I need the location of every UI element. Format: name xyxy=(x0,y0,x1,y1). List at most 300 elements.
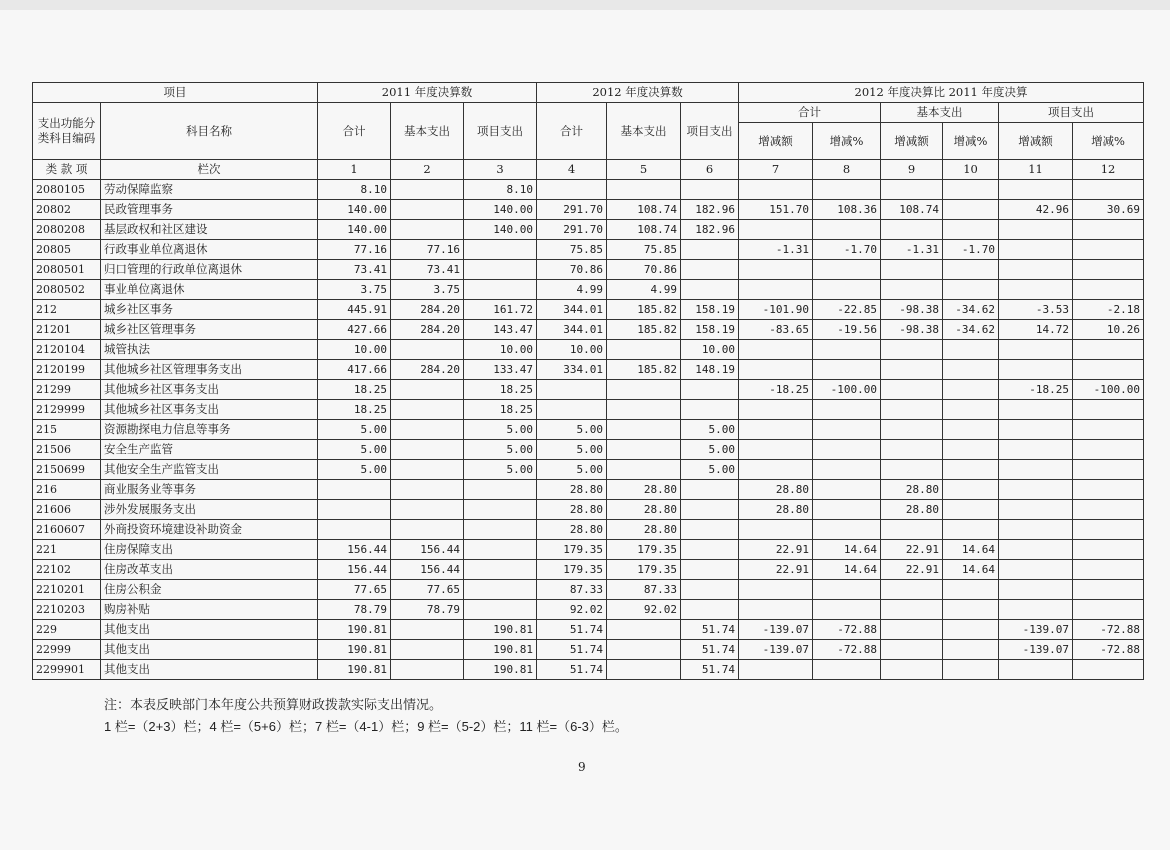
row-value: 284.20 xyxy=(391,360,464,380)
row-value: -83.65 xyxy=(739,320,813,340)
table-row xyxy=(33,200,1144,220)
row-value xyxy=(1073,540,1144,560)
header-row-2 xyxy=(33,103,1144,123)
row-value: 161.72 xyxy=(464,300,537,320)
row-name: 民政管理事务 xyxy=(101,200,318,220)
table-note: 注：本表反映部门本年度公共预算财政拨款实际支出情况。 xyxy=(104,698,443,713)
row-value xyxy=(999,480,1073,500)
column-number: 8 xyxy=(813,160,881,180)
row-value xyxy=(881,580,943,600)
column-number: 9 xyxy=(881,160,943,180)
row-value xyxy=(813,480,881,500)
row-value xyxy=(943,420,999,440)
row-value: -19.56 xyxy=(813,320,881,340)
row-value xyxy=(943,520,999,540)
row-value: 78.79 xyxy=(391,600,464,620)
row-value: 8.10 xyxy=(464,180,537,200)
row-value: 190.81 xyxy=(318,660,391,680)
row-value xyxy=(318,500,391,520)
row-value xyxy=(999,240,1073,260)
row-value: 151.70 xyxy=(739,200,813,220)
row-value xyxy=(681,400,739,420)
row-value xyxy=(607,420,681,440)
row-name: 涉外发展服务支出 xyxy=(101,500,318,520)
row-code: 216 xyxy=(33,480,101,500)
row-value xyxy=(943,340,999,360)
header-inc-amount: 增减额 xyxy=(881,123,943,160)
table-row xyxy=(33,300,1144,320)
row-value xyxy=(881,360,943,380)
header-sub-project: 项目支出 xyxy=(999,103,1144,123)
row-name: 城管执法 xyxy=(101,340,318,360)
column-number: 11 xyxy=(999,160,1073,180)
row-value: 182.96 xyxy=(681,200,739,220)
row-value xyxy=(999,180,1073,200)
header-project: 项目 xyxy=(33,83,318,103)
row-value xyxy=(391,380,464,400)
row-value: 108.74 xyxy=(607,220,681,240)
row-value xyxy=(681,380,739,400)
header-total-2012: 合计 xyxy=(537,103,607,160)
row-code: 22999 xyxy=(33,640,101,660)
row-value: 87.33 xyxy=(607,580,681,600)
row-name: 住房公积金 xyxy=(101,580,318,600)
row-code: 2210203 xyxy=(33,600,101,620)
table-row xyxy=(33,620,1144,640)
row-value xyxy=(881,620,943,640)
row-value: 22.91 xyxy=(739,540,813,560)
row-value xyxy=(681,480,739,500)
row-value xyxy=(464,540,537,560)
row-value: 190.81 xyxy=(318,640,391,660)
row-code: 212 xyxy=(33,300,101,320)
row-value: -1.31 xyxy=(881,240,943,260)
row-name: 购房补贴 xyxy=(101,600,318,620)
row-value xyxy=(739,400,813,420)
row-value xyxy=(537,400,607,420)
row-value: 28.80 xyxy=(739,500,813,520)
row-value xyxy=(999,460,1073,480)
row-value: 14.72 xyxy=(999,320,1073,340)
row-value: -22.85 xyxy=(813,300,881,320)
row-value: 10.00 xyxy=(537,340,607,360)
row-value xyxy=(681,280,739,300)
row-value xyxy=(943,380,999,400)
row-value: 140.00 xyxy=(318,200,391,220)
row-value xyxy=(999,280,1073,300)
row-value xyxy=(999,220,1073,240)
row-value xyxy=(943,360,999,380)
row-value: -3.53 xyxy=(999,300,1073,320)
row-value: 22.91 xyxy=(739,560,813,580)
row-value: 14.64 xyxy=(813,540,881,560)
row-value: -34.62 xyxy=(943,320,999,340)
row-value: 108.74 xyxy=(607,200,681,220)
row-value xyxy=(943,220,999,240)
row-value: 5.00 xyxy=(318,460,391,480)
row-value xyxy=(681,240,739,260)
row-name: 事业单位离退休 xyxy=(101,280,318,300)
row-value xyxy=(943,480,999,500)
table-formula-note: 1 栏=（2+3）栏；4 栏=（5+6）栏；7 栏=（4-1）栏；9 栏=（5-2）栏；11 栏=（6-3）栏。 xyxy=(104,719,628,734)
row-value: 92.02 xyxy=(607,600,681,620)
row-name: 其他城乡社区事务支出 xyxy=(101,400,318,420)
row-value: 108.36 xyxy=(813,200,881,220)
row-value xyxy=(739,520,813,540)
row-value: 190.81 xyxy=(464,660,537,680)
row-value xyxy=(391,340,464,360)
row-value xyxy=(999,400,1073,420)
table-row xyxy=(33,540,1144,560)
row-value xyxy=(943,440,999,460)
row-value xyxy=(943,200,999,220)
row-value: 3.75 xyxy=(391,280,464,300)
row-value: 5.00 xyxy=(537,460,607,480)
row-value xyxy=(464,580,537,600)
row-value xyxy=(881,460,943,480)
header-sub-basic: 基本支出 xyxy=(881,103,999,123)
table-row xyxy=(33,600,1144,620)
row-name: 商业服务业等事务 xyxy=(101,480,318,500)
row-value: 334.01 xyxy=(537,360,607,380)
row-value: 18.25 xyxy=(318,400,391,420)
row-value: 417.66 xyxy=(318,360,391,380)
row-name: 安全生产监管 xyxy=(101,440,318,460)
row-value xyxy=(1073,440,1144,460)
row-value: 18.25 xyxy=(464,400,537,420)
row-value: 92.02 xyxy=(537,600,607,620)
table-row xyxy=(33,460,1144,480)
top-band xyxy=(0,0,1170,10)
row-value xyxy=(881,340,943,360)
row-value: -139.07 xyxy=(999,640,1073,660)
row-value: 5.00 xyxy=(537,420,607,440)
row-value xyxy=(813,220,881,240)
header-basic-2012: 基本支出 xyxy=(607,103,681,160)
row-value xyxy=(391,400,464,420)
row-value xyxy=(943,600,999,620)
row-code: 20802 xyxy=(33,200,101,220)
row-code: 21299 xyxy=(33,380,101,400)
row-value: 5.00 xyxy=(681,460,739,480)
row-code: 2080502 xyxy=(33,280,101,300)
column-number: 3 xyxy=(464,160,537,180)
column-number: 7 xyxy=(739,160,813,180)
row-value xyxy=(607,340,681,360)
row-value xyxy=(607,460,681,480)
table-row xyxy=(33,260,1144,280)
row-value: 284.20 xyxy=(391,300,464,320)
header-row-1 xyxy=(33,83,1144,103)
row-value xyxy=(318,520,391,540)
row-value: 5.00 xyxy=(681,440,739,460)
row-value: -72.88 xyxy=(1073,640,1144,660)
row-value xyxy=(464,520,537,540)
row-value: -1.70 xyxy=(813,240,881,260)
row-code: 21606 xyxy=(33,500,101,520)
row-value xyxy=(681,180,739,200)
row-value: 291.70 xyxy=(537,220,607,240)
row-value xyxy=(391,500,464,520)
row-value: 10.00 xyxy=(464,340,537,360)
row-code: 221 xyxy=(33,540,101,560)
row-value xyxy=(999,580,1073,600)
row-value xyxy=(607,400,681,420)
row-value: 78.79 xyxy=(318,600,391,620)
row-value: -100.00 xyxy=(813,380,881,400)
row-value: 344.01 xyxy=(537,320,607,340)
row-value: 51.74 xyxy=(681,660,739,680)
row-value xyxy=(943,660,999,680)
row-value xyxy=(1073,520,1144,540)
row-value: 5.00 xyxy=(464,440,537,460)
row-value xyxy=(739,360,813,380)
row-value: 70.86 xyxy=(607,260,681,280)
row-value xyxy=(739,260,813,280)
row-code: 2299901 xyxy=(33,660,101,680)
row-value xyxy=(1073,500,1144,520)
row-value: 5.00 xyxy=(681,420,739,440)
row-value: 51.74 xyxy=(537,640,607,660)
row-value xyxy=(813,660,881,680)
row-value: 344.01 xyxy=(537,300,607,320)
row-value: 3.75 xyxy=(318,280,391,300)
row-value: 5.00 xyxy=(318,420,391,440)
row-value xyxy=(999,560,1073,580)
row-value xyxy=(681,260,739,280)
row-name: 其他安全生产监管支出 xyxy=(101,460,318,480)
table-row xyxy=(33,640,1144,660)
row-value xyxy=(739,460,813,480)
row-value xyxy=(881,220,943,240)
row-value xyxy=(999,520,1073,540)
row-value xyxy=(881,640,943,660)
row-code: 2080208 xyxy=(33,220,101,240)
row-value xyxy=(813,500,881,520)
row-value xyxy=(391,420,464,440)
row-name: 劳动保障监察 xyxy=(101,180,318,200)
header-inc-pct: 增减% xyxy=(943,123,999,160)
row-value xyxy=(1073,360,1144,380)
row-value xyxy=(681,500,739,520)
header-subject-name: 科目名称 xyxy=(101,103,318,160)
row-name: 其他支出 xyxy=(101,640,318,660)
row-value xyxy=(999,660,1073,680)
row-value: 4.99 xyxy=(607,280,681,300)
header-2012: 2012 年度决算数 xyxy=(537,83,739,103)
row-value xyxy=(999,260,1073,280)
table-row xyxy=(33,660,1144,680)
row-value: 30.69 xyxy=(1073,200,1144,220)
table-row xyxy=(33,240,1144,260)
row-value xyxy=(607,620,681,640)
row-value: 10.00 xyxy=(318,340,391,360)
row-value: 8.10 xyxy=(318,180,391,200)
header-inc-amount: 增减额 xyxy=(739,123,813,160)
row-name: 城乡社区管理事务 xyxy=(101,320,318,340)
header-inc-pct: 增减% xyxy=(813,123,881,160)
row-code: 2160607 xyxy=(33,520,101,540)
row-value: 28.80 xyxy=(607,480,681,500)
column-number: 10 xyxy=(943,160,999,180)
row-value: 4.99 xyxy=(537,280,607,300)
row-value: 22.91 xyxy=(881,560,943,580)
row-value: -1.31 xyxy=(739,240,813,260)
row-value xyxy=(681,560,739,580)
row-value: 427.66 xyxy=(318,320,391,340)
row-value xyxy=(1073,560,1144,580)
row-name: 资源勘探电力信息等事务 xyxy=(101,420,318,440)
row-value xyxy=(881,520,943,540)
row-value: 5.00 xyxy=(318,440,391,460)
row-value xyxy=(999,420,1073,440)
row-name: 基层政权和社区建设 xyxy=(101,220,318,240)
row-value: 140.00 xyxy=(464,200,537,220)
row-value: 5.00 xyxy=(464,420,537,440)
row-value xyxy=(881,400,943,420)
row-value: -72.88 xyxy=(1073,620,1144,640)
row-value: 179.35 xyxy=(607,560,681,580)
table-row xyxy=(33,520,1144,540)
row-code: 22102 xyxy=(33,560,101,580)
row-value: 140.00 xyxy=(318,220,391,240)
header-compare: 2012 年度决算比 2011 年度决算 xyxy=(739,83,1144,103)
row-value xyxy=(943,500,999,520)
row-code: 2120104 xyxy=(33,340,101,360)
row-value xyxy=(881,600,943,620)
row-value: 18.25 xyxy=(464,380,537,400)
row-value xyxy=(881,420,943,440)
row-value xyxy=(813,280,881,300)
row-code: 20805 xyxy=(33,240,101,260)
row-value: 14.64 xyxy=(943,560,999,580)
row-value xyxy=(943,460,999,480)
row-value: 185.82 xyxy=(607,320,681,340)
row-value: 73.41 xyxy=(391,260,464,280)
row-value xyxy=(813,600,881,620)
row-value xyxy=(739,600,813,620)
row-value xyxy=(739,660,813,680)
row-value: 179.35 xyxy=(537,540,607,560)
row-value: -18.25 xyxy=(999,380,1073,400)
row-value xyxy=(1073,580,1144,600)
row-value: 5.00 xyxy=(464,460,537,480)
row-value: 77.65 xyxy=(318,580,391,600)
row-value xyxy=(739,220,813,240)
row-value xyxy=(1073,340,1144,360)
header-2011: 2011 年度决算数 xyxy=(318,83,537,103)
row-value xyxy=(607,640,681,660)
row-value xyxy=(813,440,881,460)
row-value: 445.91 xyxy=(318,300,391,320)
row-value: 51.74 xyxy=(537,660,607,680)
header-project-2012: 项目支出 xyxy=(681,103,739,160)
row-value xyxy=(464,560,537,580)
row-code: 2210201 xyxy=(33,580,101,600)
row-value: 156.44 xyxy=(391,560,464,580)
row-value: 156.44 xyxy=(318,560,391,580)
header-class-item: 类 款 项 xyxy=(33,160,101,180)
table-row xyxy=(33,280,1144,300)
row-value xyxy=(813,400,881,420)
row-value xyxy=(943,180,999,200)
row-value xyxy=(999,440,1073,460)
row-value xyxy=(1073,660,1144,680)
row-value xyxy=(813,580,881,600)
row-value xyxy=(607,440,681,460)
row-name: 归口管理的行政单位离退休 xyxy=(101,260,318,280)
row-value xyxy=(391,520,464,540)
budget-table xyxy=(32,82,1144,680)
row-value: 75.85 xyxy=(537,240,607,260)
row-value: 18.25 xyxy=(318,380,391,400)
row-value xyxy=(881,380,943,400)
row-value xyxy=(464,240,537,260)
column-number: 6 xyxy=(681,160,739,180)
row-value xyxy=(739,420,813,440)
row-value xyxy=(813,260,881,280)
row-value: 284.20 xyxy=(391,320,464,340)
row-value xyxy=(1073,600,1144,620)
row-value: 28.80 xyxy=(607,500,681,520)
row-value: 182.96 xyxy=(681,220,739,240)
row-value xyxy=(943,620,999,640)
row-value: 70.86 xyxy=(537,260,607,280)
row-value: 75.85 xyxy=(607,240,681,260)
header-row-columns xyxy=(33,160,1144,180)
table-row xyxy=(33,440,1144,460)
row-name: 其他城乡社区事务支出 xyxy=(101,380,318,400)
row-value: 190.81 xyxy=(464,640,537,660)
row-value xyxy=(1073,280,1144,300)
row-value xyxy=(1073,460,1144,480)
row-name: 住房改革支出 xyxy=(101,560,318,580)
header-sub-total: 合计 xyxy=(739,103,881,123)
row-value: 14.64 xyxy=(813,560,881,580)
row-value: 28.80 xyxy=(881,500,943,520)
row-value xyxy=(681,580,739,600)
row-value xyxy=(391,460,464,480)
row-value xyxy=(999,600,1073,620)
row-value xyxy=(391,480,464,500)
row-value: 148.19 xyxy=(681,360,739,380)
row-value: -72.88 xyxy=(813,640,881,660)
row-value xyxy=(537,180,607,200)
row-value xyxy=(391,200,464,220)
row-value xyxy=(607,380,681,400)
row-value: 158.19 xyxy=(681,320,739,340)
row-value: 51.74 xyxy=(537,620,607,640)
row-value xyxy=(943,580,999,600)
header-project-2011: 项目支出 xyxy=(464,103,537,160)
row-value xyxy=(881,440,943,460)
row-value xyxy=(881,280,943,300)
header-inc-amount: 增减额 xyxy=(999,123,1073,160)
row-value xyxy=(607,660,681,680)
row-value xyxy=(464,600,537,620)
row-value xyxy=(464,480,537,500)
row-value xyxy=(999,540,1073,560)
row-value: 14.64 xyxy=(943,540,999,560)
row-name: 其他城乡社区管理事务支出 xyxy=(101,360,318,380)
row-value xyxy=(739,280,813,300)
row-value xyxy=(681,520,739,540)
row-value: 22.91 xyxy=(881,540,943,560)
row-value xyxy=(813,360,881,380)
row-value: 10.00 xyxy=(681,340,739,360)
table-row xyxy=(33,360,1144,380)
row-value xyxy=(881,660,943,680)
